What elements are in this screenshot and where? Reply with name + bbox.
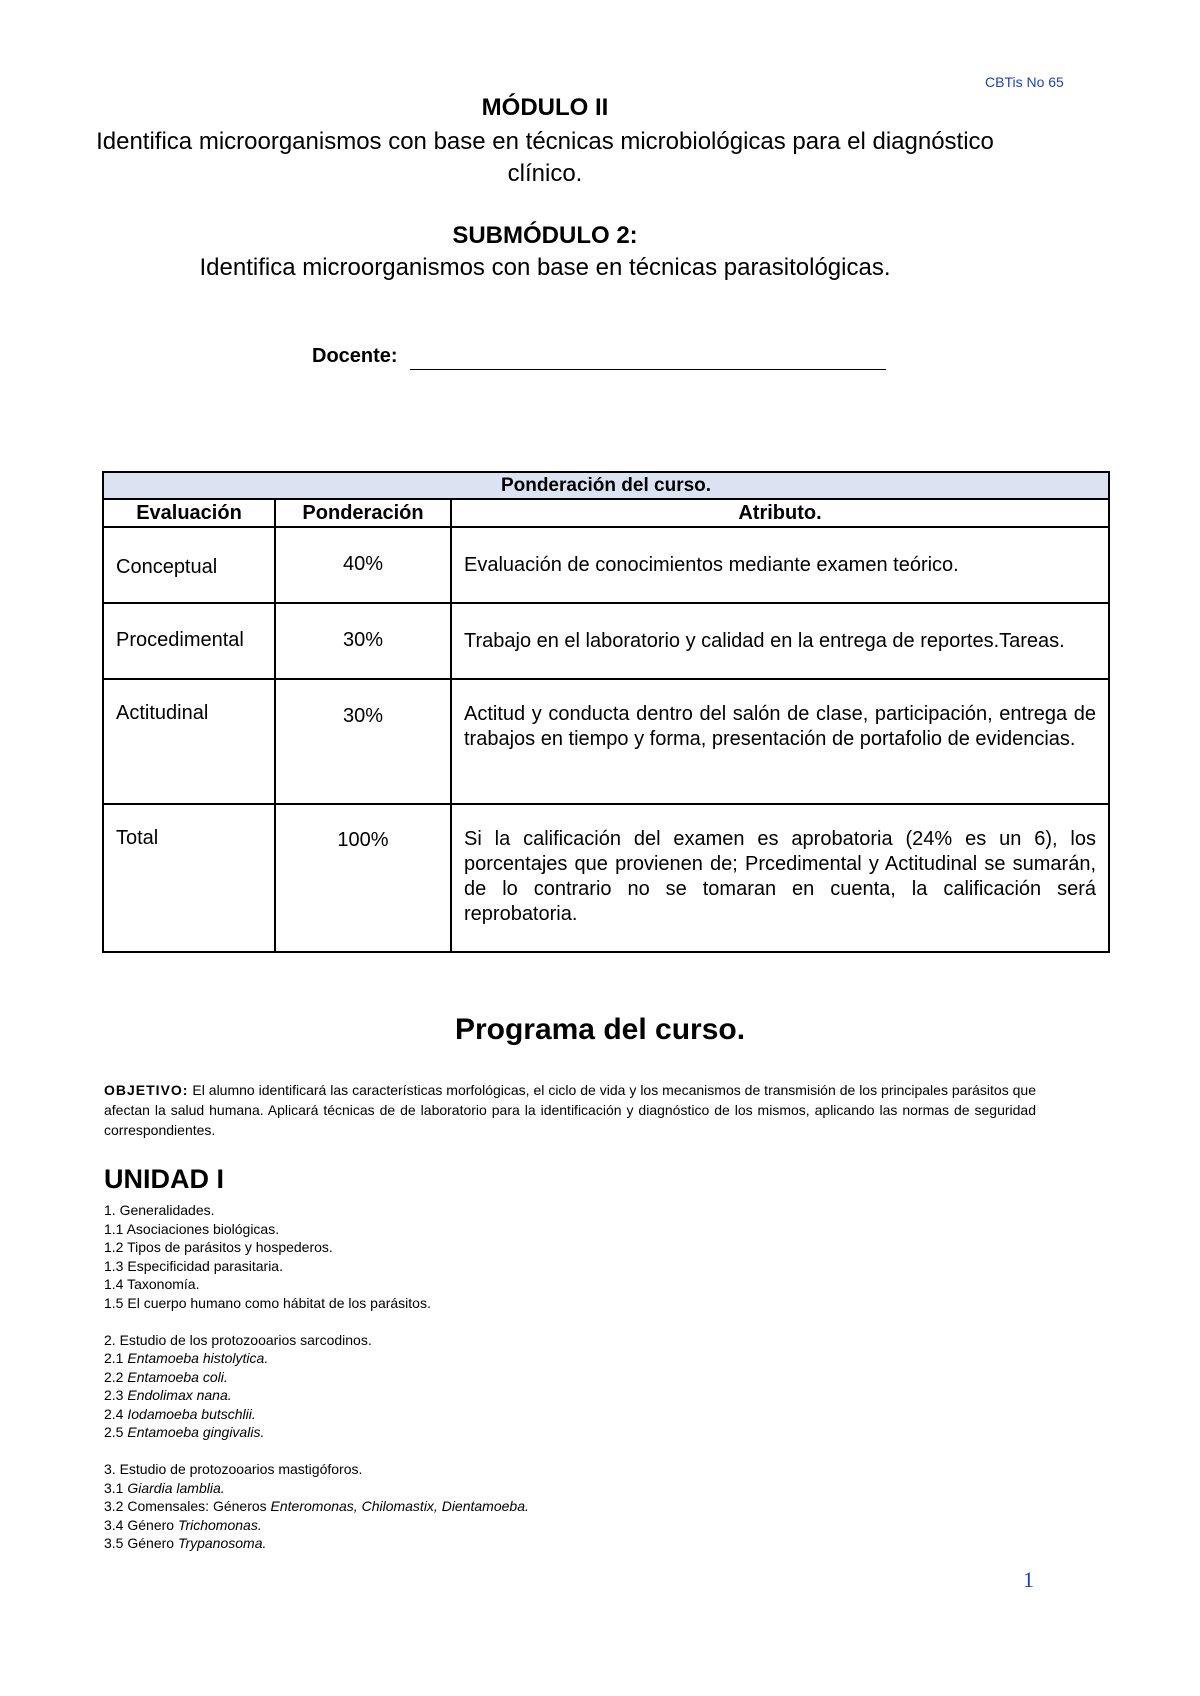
item-number: 2.3 — [104, 1387, 128, 1403]
cell-evaluacion: Actitudinal — [103, 679, 275, 804]
list-item — [104, 1534, 529, 1553]
item-number: 3.1 — [104, 1479, 128, 1496]
column-header-evaluacion: Evaluación — [103, 499, 275, 527]
cell-evaluacion: Total — [103, 804, 275, 952]
module-description-line: clínico. — [507, 160, 583, 187]
list-item: 1. Generalidades. — [104, 1202, 215, 1218]
list-item: 1.1 Asociaciones biológicas. — [104, 1220, 280, 1237]
list-item: 3. Estudio de protozooarios mastigóforos. — [104, 1461, 363, 1477]
species-name: Entamoeba histolytica. — [127, 1350, 269, 1366]
list-spacer — [104, 1312, 529, 1331]
column-header-atributo: Atributo. — [451, 499, 1109, 527]
column-header-ponderacion: Ponderación — [275, 499, 451, 527]
list-item — [104, 1386, 529, 1405]
list-item — [104, 1497, 529, 1516]
submodule-title: SUBMÓDULO 2: — [452, 222, 638, 249]
programa-title: Programa del curso. — [454, 1013, 746, 1046]
module-description — [0, 126, 1090, 190]
module-description-line: Identifica microorganismos con base en técnicas microbiológicas para el diagnóstico — [96, 128, 994, 155]
list-item: 1.2 Tipos de parásitos y hospederos. — [104, 1239, 333, 1255]
list-item — [104, 1516, 529, 1535]
list-item — [104, 1479, 529, 1498]
objetivo-label: OBJETIVO: — [104, 1082, 189, 1098]
species-name: Iodamoeba butschlii. — [127, 1405, 256, 1422]
item-prefix: 3.2 Comensales: Géneros — [104, 1498, 271, 1514]
list-item: 1.3 Especificidad parasitaria. — [104, 1257, 283, 1274]
genus-names: Trypanosoma. — [177, 1535, 267, 1551]
objetivo-paragraph — [104, 1080, 1036, 1140]
cell-atributo: Si la calificación del examen es aprobatoria (24% es un 6), los porcentajes que provienen de; Prcedimental y Actitudinal se sumarán, de lo contrario no se tomaran en cuenta, la calificación será reprobatoria. — [451, 804, 1109, 952]
list-item: 2. Estudio de los protozooarios sarcodinos. — [104, 1331, 372, 1348]
page-number: 1 — [1023, 1567, 1034, 1592]
list-spacer — [104, 1442, 529, 1461]
cell-evaluacion: Procedimental — [103, 603, 275, 679]
item-number: 2.5 — [104, 1424, 128, 1440]
species-name: Entamoeba coli. — [127, 1368, 228, 1385]
module-title: MÓDULO II — [481, 94, 609, 121]
school-label: CBTis No 65 — [985, 74, 1064, 90]
list-item — [104, 1405, 529, 1424]
cell-atributo: Trabajo en el laboratorio y calidad en la entrega de reportes.Tareas. — [451, 603, 1109, 679]
item-number: 2.2 — [104, 1368, 128, 1385]
list-item: 1.4 Taxonomía. — [104, 1276, 200, 1292]
list-item — [104, 1423, 529, 1442]
table-row — [103, 804, 1109, 952]
cell-ponderacion: 100% — [275, 804, 451, 952]
item-prefix: 3.5 Género — [104, 1535, 178, 1551]
list-item: 1.5 El cuerpo humano como hábitat de los parásitos. — [104, 1294, 431, 1311]
item-prefix: 3.4 Género — [104, 1516, 178, 1533]
species-name: Endolimax nana. — [127, 1387, 232, 1403]
objetivo-text: El alumno identificará las características morfológicas, el ciclo de vida y los mecanismos de transmisión de los principales parásitos que afectan la salud humana. Aplicará técnicas de de laboratorio para la identificación y diagnóstico de los mismos, aplicando las normas de seguridad correspondientes. — [104, 1082, 1036, 1138]
species-name: Giardia lamblia. — [127, 1479, 225, 1496]
cell-ponderacion: 40% — [275, 527, 451, 603]
docente-blank-line — [410, 369, 886, 370]
cell-ponderacion: 30% — [275, 603, 451, 679]
cell-atributo: Actitud y conducta dentro del salón de clase, participación, entrega de trabajos en tiempo y forma, presentación de portafolio de evidencias. — [451, 679, 1109, 804]
table-row — [103, 679, 1109, 804]
cell-atributo: Evaluación de conocimientos mediante examen teórico. — [451, 527, 1109, 603]
table-row — [103, 527, 1109, 603]
genus-names: Enteromonas, Chilomastix, Dientamoeba. — [270, 1498, 529, 1514]
cell-ponderacion: 30% — [275, 679, 451, 804]
ponderacion-table — [102, 471, 1110, 953]
item-number: 2.4 — [104, 1405, 128, 1422]
unidad-heading: UNIDAD I — [104, 1164, 224, 1194]
table-caption: Ponderación del curso. — [103, 472, 1109, 499]
cell-evaluacion: Conceptual — [103, 527, 275, 603]
submodule-description: Identifica microorganismos con base en técnicas parasitológicas. — [199, 254, 891, 281]
topic-list — [104, 1201, 529, 1553]
docente-label: Docente: — [312, 345, 398, 367]
list-item — [104, 1349, 529, 1368]
list-item — [104, 1368, 529, 1387]
table-row — [103, 603, 1109, 679]
genus-names: Trichomonas. — [177, 1516, 262, 1533]
item-number: 2.1 — [104, 1350, 128, 1366]
species-name: Entamoeba gingivalis. — [127, 1424, 265, 1440]
